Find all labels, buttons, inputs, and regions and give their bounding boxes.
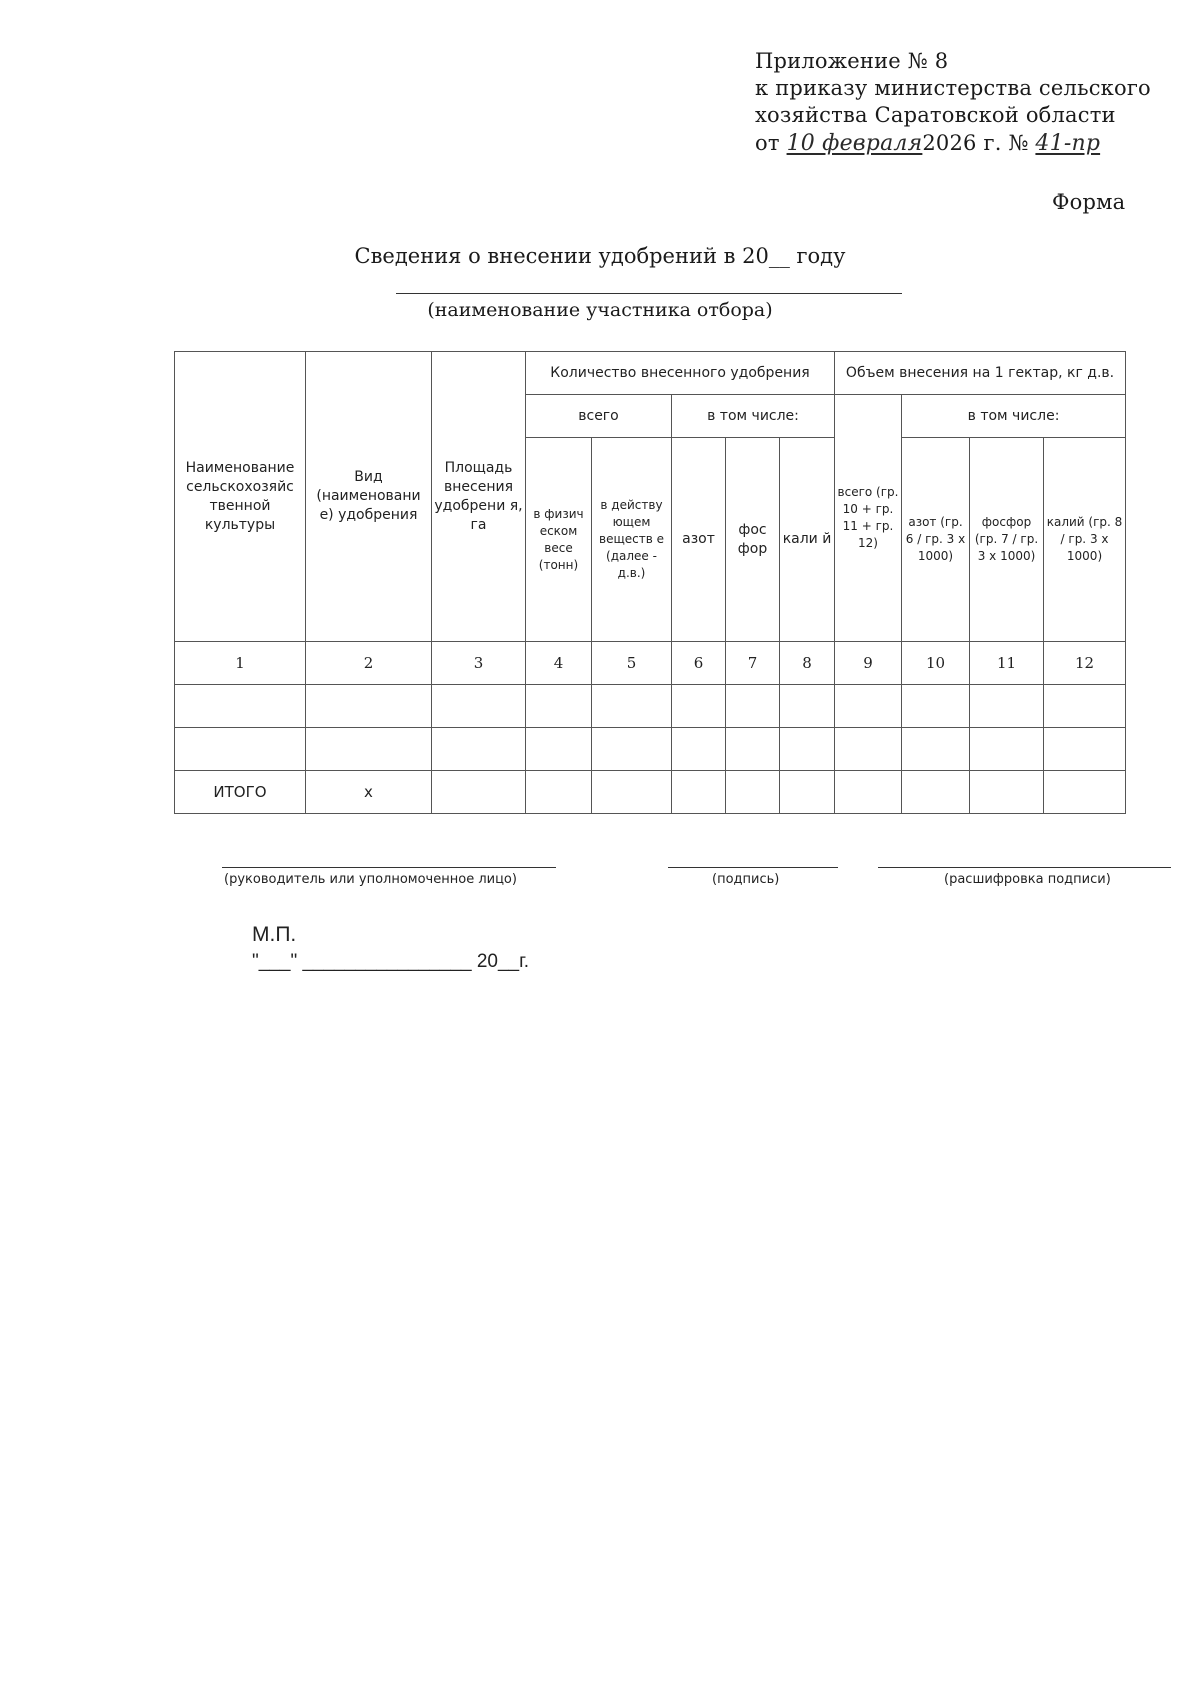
header-physical-weight: в физич еском весе (тонн) [526,438,592,642]
column-number: 4 [526,642,592,685]
table-cell[interactable] [672,685,726,728]
table-cell[interactable] [306,728,432,771]
header-nitrogen-per-ha: азот (гр. 6 / гр. 3 x 1000) [902,438,970,642]
handwritten-date: 10 февраля [786,131,923,156]
column-number: 12 [1044,642,1126,685]
fertilizer-table [174,351,1126,814]
table-cell[interactable] [672,771,726,814]
table-cell[interactable] [726,728,780,771]
form-label: Форма [1052,190,1126,214]
header-area: Площадь внесения удобрени я, га [432,352,526,642]
signing-date-line[interactable]: "___" ________________ 20__г. [252,951,529,972]
header-fertilizer-type: Вид (наименовани е) удобрения [306,352,432,642]
column-number: 6 [672,642,726,685]
table-cell[interactable] [780,685,835,728]
order-date-line [755,130,1100,157]
stamp-placeholder: М.П. [252,923,297,946]
table-cell[interactable] [175,685,306,728]
order-reference: к приказу министерства сельского [755,76,1151,100]
header-active-substance: в действу ющем веществ е (далее - д.в.) [592,438,672,642]
signature-decode-line[interactable] [878,867,1171,868]
column-number: 11 [970,642,1044,685]
table-cell[interactable] [1044,771,1126,814]
column-number: 10 [902,642,970,685]
column-number: 8 [780,642,835,685]
table-cell[interactable] [970,728,1044,771]
table-row [175,685,1126,728]
table-cell[interactable] [592,771,672,814]
header-potassium: кали й [780,438,835,642]
handwritten-number: 41-пр [1035,131,1101,156]
table-cell[interactable] [1044,685,1126,728]
table-cell[interactable] [726,685,780,728]
column-number: 7 [726,642,780,685]
column-numbers-row [175,642,1126,685]
column-number: 5 [592,642,672,685]
table-cell[interactable] [432,771,526,814]
table-cell[interactable] [970,771,1044,814]
table-cell[interactable] [835,728,902,771]
table-cell[interactable] [726,771,780,814]
table-cell[interactable] [526,685,592,728]
column-number: 2 [306,642,432,685]
header-quantity-group: Количество внесенного удобрения [526,352,835,395]
header-potassium-per-ha: калий (гр. 8 / гр. 3 x 1000) [1044,438,1126,642]
column-number: 9 [835,642,902,685]
table-cell[interactable] [592,728,672,771]
date-year: 2026 г. № [922,131,1029,155]
table-cell[interactable] [780,771,835,814]
header-crop-name: Наименование сельскохозяйс твенной культуры [175,352,306,642]
head-caption: (руководитель или уполномоченное лицо) [224,872,517,887]
table-cell[interactable] [902,771,970,814]
participant-caption: (наименование участника отбора) [427,299,773,321]
head-signature-line[interactable] [222,867,556,868]
date-prefix: от [755,131,780,155]
header-including-quantity: в том числе: [672,395,835,438]
table-cell[interactable] [1044,728,1126,771]
header-including-volume: в том числе: [902,395,1126,438]
table-cell[interactable] [970,685,1044,728]
header-volume-group: Объем внесения на 1 гектар, кг д.в. [835,352,1126,395]
total-row-label: ИТОГО [175,771,306,814]
appendix-number: Приложение № 8 [755,49,949,73]
table-cell[interactable] [835,771,902,814]
document-title: Сведения о внесении удобрений в 20__ году [354,244,846,268]
table-cell[interactable] [780,728,835,771]
header-total: всего [526,395,672,438]
table-cell[interactable] [306,685,432,728]
header-phosphorus-per-ha: фосфор (гр. 7 / гр. 3 x 1000) [970,438,1044,642]
signature-caption: (подпись) [712,872,780,887]
table-cell[interactable] [672,728,726,771]
table-cell[interactable] [902,728,970,771]
participant-name-line[interactable] [396,293,902,294]
header-phosphorus: фос фор [726,438,780,642]
total-row [175,771,1126,814]
table-cell[interactable] [526,771,592,814]
total-row-x: x [306,771,432,814]
table-cell[interactable] [902,685,970,728]
table-cell[interactable] [835,685,902,728]
header-volume-total: всего (гр. 10 + гр. 11 + гр. 12) [835,395,902,642]
column-number: 1 [175,642,306,685]
signature-line[interactable] [668,867,838,868]
table-cell[interactable] [592,685,672,728]
table-cell[interactable] [432,728,526,771]
ministry-name: хозяйства Саратовской области [755,103,1116,127]
header-nitrogen: азот [672,438,726,642]
signature-decode-caption: (расшифровка подписи) [944,872,1111,887]
column-number: 3 [432,642,526,685]
table-cell[interactable] [526,728,592,771]
table-row [175,728,1126,771]
table-cell[interactable] [432,685,526,728]
table-cell[interactable] [175,728,306,771]
